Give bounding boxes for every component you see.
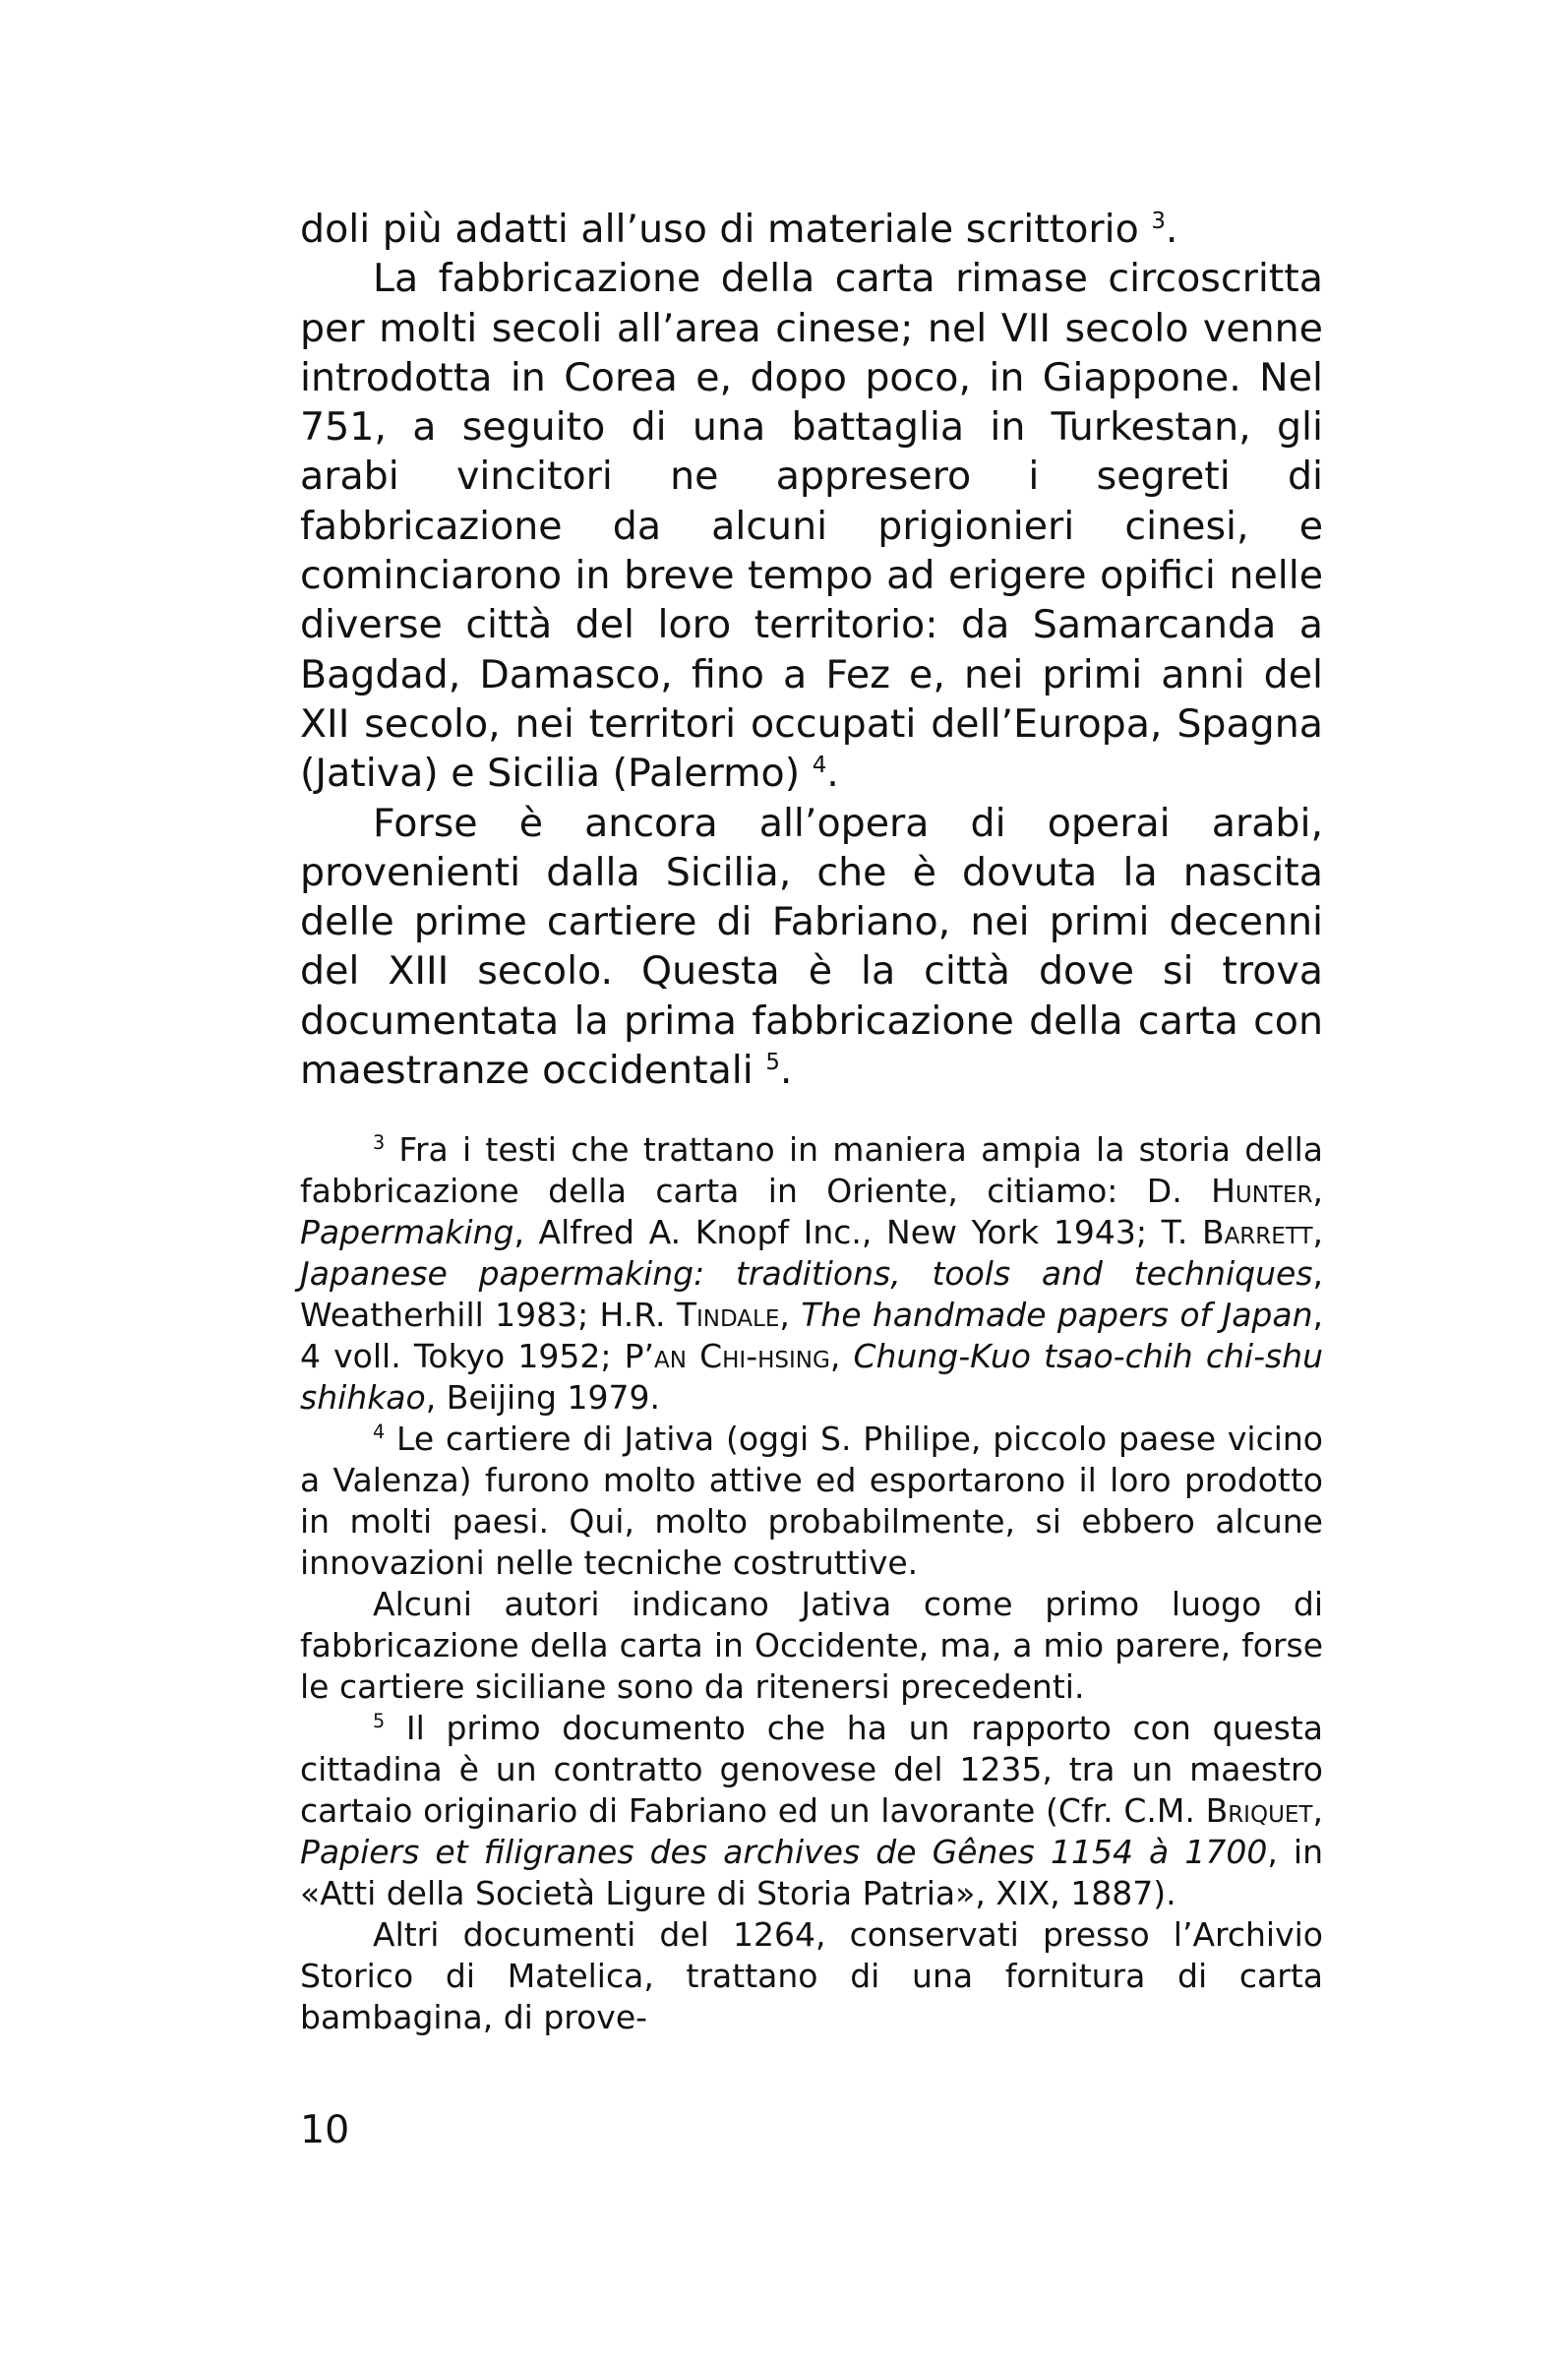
book-title: Japanese papermaking: traditions, tools and techniques: [300, 1254, 1313, 1293]
footnote-text: Le cartiere di Jativa (oggi S. Philipe, piccolo paese vicino a Valenza) furono molto attive ed esportarono il loro prodotto in molti paesi. Qui, molto probabilmente, si ebbero alcune innovazioni nelle tecniche costruttive.: [300, 1420, 1323, 1582]
main-text: [300, 205, 1323, 1095]
footnote-3: [300, 1129, 1323, 1419]
footnote-4-continued: [300, 1584, 1323, 1708]
footnote-mark: 4: [373, 1421, 386, 1443]
footnote-text: , in «Atti della Società Ligure di Storia Patria», XIX, 1887).: [300, 1833, 1323, 1912]
footnote-text: ,: [1312, 1791, 1323, 1830]
footnote-text: Il primo documento che ha un rapporto con questa cittadina è un contratto genovese del 1235, tra un maestro cartaio originario di Fabriano ed un lavorante (Cfr. C.M.: [300, 1709, 1323, 1830]
book-title: The handmade papers of Japan: [801, 1296, 1313, 1334]
author-name: Briquet: [1205, 1791, 1313, 1830]
paragraph: [300, 799, 1323, 1096]
book-title: Papiers et filigranes des archives de Gênes 1154 à 1700: [300, 1833, 1268, 1871]
footnote-text: ,: [779, 1296, 802, 1334]
footnote-text: ,: [1312, 1213, 1323, 1251]
footnote-text: Altri documenti del 1264, conservati presso l’Archivio Storico di Matelica, trattano di una fornitura di carta bambagina, di prove-: [300, 1915, 1323, 2036]
author-name: Tindale: [676, 1296, 780, 1334]
footnote-text: Fra i testi che trattano in maniera ampia la storia della fabbricazione della carta in Oriente, citiamo: D.: [300, 1130, 1323, 1210]
footnote-5-continued: [300, 1914, 1323, 2038]
paragraph-text: doli più adatti all’uso di materiale scrittorio: [300, 207, 1139, 252]
footnote-text: , 4 voll. Tokyo 1952; P’: [300, 1296, 1323, 1375]
paragraph-text: Forse è ancora all’opera di operai arabi, provenienti dalla Sicilia, che è dovuta la nascita delle prime cartiere di Fabriano, nei primi decenni del XIII secolo. Questa è la città dove si trova documentata la prima fabbricazione della carta con maestranze occidentali: [300, 800, 1323, 1094]
paragraph-end: .: [826, 751, 839, 797]
footnote-text: , Weatherhill 1983; H.R.: [300, 1254, 1323, 1334]
footnote-text: , Beijing 1979.: [425, 1378, 660, 1417]
page-number: 10: [300, 2107, 350, 2152]
paragraph-text: La fabbricazione della carta rimase circoscritta per molti secoli all’area cinese; nel VII secolo venne introdotta in Corea e, dopo poco, in Giappone. Nel 751, a seguito di una battaglia in Turkestan, gli arabi vincitori ne appresero i segreti di fabbricazione da alcuni prigionieri cinesi, e cominciarono in breve tempo ad erigere opifici nelle diverse città del loro territorio: da Samarcanda a Bagdad, Damasco, fino a Fez e, nei primi anni del XII secolo, nei territori occupati dell’Europa, Spagna (Jativa) e Sicilia (Palermo): [300, 256, 1323, 797]
footnote-text: Alcuni autori indicano Jativa come primo luogo di fabbricazione della carta in Occidente, ma, a mio parere, forse le cartiere siciliane sono da ritenersi precedenti.: [300, 1585, 1323, 1706]
author-name: Hunter: [1211, 1172, 1313, 1210]
footnote-4: [300, 1419, 1323, 1584]
footnote-text: ,: [1312, 1172, 1323, 1210]
paragraph-continuation: [300, 205, 1323, 254]
note-reference: 3: [1151, 208, 1166, 234]
footnote-text: , Alfred A. Knopf Inc., New York 1943; T.: [513, 1213, 1202, 1251]
author-name: Barrett: [1201, 1213, 1313, 1251]
note-reference: 5: [765, 1049, 780, 1075]
paragraph: [300, 254, 1323, 798]
author-name: an Chi-hsing: [654, 1337, 830, 1375]
footnotes: [300, 1129, 1323, 2038]
footnote-text: ,: [829, 1337, 854, 1375]
footnote-mark: 3: [373, 1131, 386, 1154]
book-title: Papermaking: [300, 1213, 514, 1251]
paragraph-end: .: [1165, 207, 1178, 252]
note-reference: 4: [812, 753, 827, 779]
book-title: Chung-Kuo tsao-chih chi-shu shihkao: [300, 1337, 1324, 1417]
footnote-5: [300, 1708, 1323, 1914]
paragraph-end: .: [779, 1048, 793, 1094]
footnote-mark: 5: [373, 1710, 386, 1732]
